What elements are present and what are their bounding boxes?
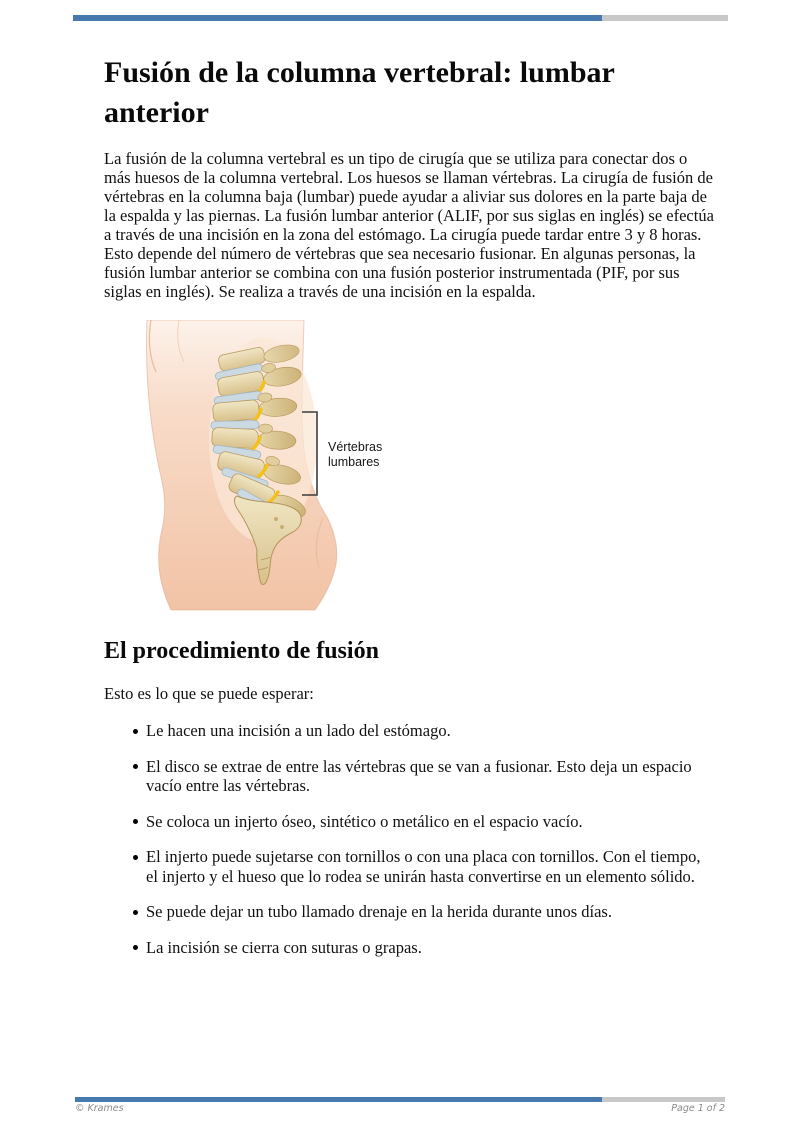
list-item: Se puede dejar un tubo llamado drenaje en la herida durante unos días. (104, 902, 706, 922)
list-item: Le hacen una incisión a un lado del estómago. (104, 721, 706, 741)
intro-paragraph: La fusión de la columna vertebral es un tipo de cirugía que se utiliza para conectar dos o más huesos de la columna vertebral. Los huesos se llaman vértebras. La cirugía de fusión de vértebras en la columna baja (lumbar) puede ayudar a aliviar sus dolores en la parte baja de la espalda y las piernas. La fusión lumbar anterior (ALIF, por sus siglas en inglés) se efectúa a través de una incisión en la zona del estómago. La cirugía puede tardar entre 3 y 8 horas. Esto depende del número de vértebras que sea necesario fusionar. En algunas personas, la fusión lumbar anterior se combina con una fusión posterior instrumentada (PIF, por sus siglas en inglés). Se realiza a través de una incisión en la espalda. (104, 149, 714, 301)
footer-rule (75, 1097, 725, 1102)
header-rule-accent (73, 15, 602, 21)
section-heading: El procedimiento de fusión (104, 638, 379, 664)
sacral-foramen-1 (274, 517, 278, 521)
list-item: El injerto puede sujetarse con tornillos o con una placa con tornillos. Con el tiempo, el injerto y el hueso que lo rodea se unirán hasta convertirse en un elemento sólido. (104, 847, 706, 886)
spine-illustration (135, 320, 400, 612)
spine-illustration-svg (135, 320, 400, 612)
list-item: Se coloca un injerto óseo, sintético o metálico en el espacio vacío. (104, 812, 706, 832)
sacral-foramen-2 (280, 525, 284, 529)
page-title: Fusión de la columna vertebral: lumbar anterior (104, 56, 615, 129)
footer-page-label: Page 1 of 2 (671, 1103, 725, 1114)
figure-label-line1: Vértebras (328, 440, 383, 454)
footer-rule-gray (602, 1097, 725, 1102)
header-rule-gray (602, 15, 728, 21)
figure-label-line2: lumbares (328, 455, 380, 469)
footer (75, 1103, 725, 1114)
footer-rule-accent (75, 1097, 602, 1102)
procedure-list (104, 721, 706, 973)
header-rule (73, 15, 728, 21)
list-item: El disco se extrae de entre las vértebras que se van a fusionar. Esto deja un espacio vacío entre las vértebras. (104, 757, 706, 796)
lead-line: Esto es lo que se puede esperar: (104, 684, 314, 703)
list-item: La incisión se cierra con suturas o grapas. (104, 938, 706, 958)
footer-copyright: © Krames (75, 1103, 124, 1114)
